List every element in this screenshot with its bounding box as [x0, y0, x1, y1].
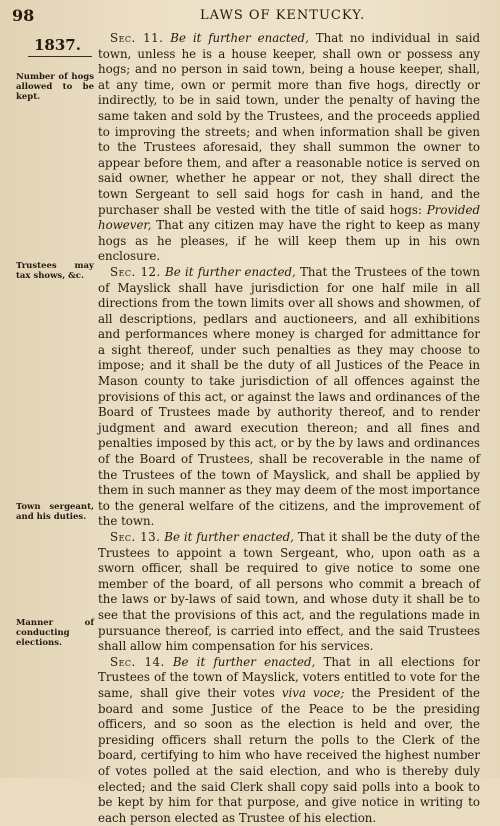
- section-text: the President of the board and some Justice of the Peace to be the presiding officers, and so soon as the election is held and over, the presiding officers shall return the polls to the Clerk of the board, certifying to him who have received the highest number of votes polled at the said election, and who is thereby duly elected; and the said Clerk shall copy said polls into a book to be kept by him for that purpose, and give notice in writing to each person elected as Trustee of his election.: [98, 685, 481, 825]
- section-number: Sec. 13.: [110, 530, 161, 544]
- section-13: [98, 530, 480, 655]
- enacting-clause: Be it further enacted,: [170, 31, 309, 45]
- section-number: Sec. 12.: [110, 264, 161, 279]
- enacting-clause: Be it further enacted,: [172, 654, 316, 669]
- section-text: That no individual in said town, unless he is a house keeper, shall own or possess any hogs; and no person in said town, being a house keeper, shall, at any time, own or permit more than five hogs, directly or indirectly, to be in said town, under the penalty of having the same taken and sold by the Trustees, and the proceeds applied to improving the streets; and when information shall be given to the Trustees aforesaid, they shall summon the owner to appear before them, and after a reasonable notice is served on said owner, whether he appear or not, they shall direct the town Sergeant to sell said hogs for cash in hand, and the purchaser shall be vested with the title of said hogs:: [98, 31, 481, 217]
- section-number: Sec. 14.: [110, 654, 165, 669]
- section-text: That any citizen may have the right to keep as many hogs as he pleases, if he will keep them up in his own enclosure.: [98, 218, 480, 264]
- section-12: [98, 265, 480, 530]
- enacting-clause: Be it further enacted,: [165, 264, 296, 279]
- year-rule: [28, 56, 92, 57]
- margin-note-elections: Manner of conducting elections.: [16, 618, 94, 648]
- margin-note-sergeant: Town sergeant, and his duties.: [16, 502, 94, 522]
- section-number: Sec. 11.: [110, 31, 164, 45]
- running-head: LAWS OF KENTUCKY.: [200, 8, 366, 23]
- section-text: That the Trustees of the town of Mayslick shall have jurisdiction for one half mile in all directions from the town limits over all shows and showmen, of all descriptions, pedlars and auctioneers, and all exhibitions and performances where money is charged for admittance for a sight thereof, under such penalties as they may choose to impose; and it shall be the duty of all Justices of the Peace in Mason county to take jurisdiction of all offences against the provisions of this act, or against the laws and ordinances of the Board of Trustees made by authority thereof, and to render judgment and award execution thereon; and all fines and penalties imposed by this act, or by the by laws and ordinances of the Board of Trustees, shall be recoverable in the name of the Trustees of the town of Mayslick, and shall be applied by them in such manner as they may deem of the most importance to the general welfare of the citizens, and the improvement of the town.: [98, 264, 481, 529]
- body-text: [98, 31, 480, 826]
- year-heading: 1837.: [34, 36, 81, 54]
- proviso-clause: Provided however,: [98, 202, 480, 233]
- page-number: 98: [12, 6, 35, 25]
- margin-note-shows: Trustees may tax shows, &c.: [16, 261, 94, 281]
- section-text: That in all elections for Trustees of the town of Mayslick, voters entitled to vote for the same, shall give their votes: [98, 654, 480, 700]
- enacting-clause: Be it further enacted,: [164, 530, 294, 544]
- margin-note-hogs: Number of hogs allowed to be kept.: [16, 72, 94, 102]
- section-11: [98, 31, 480, 265]
- section-text: That it shall be the duty of the Trustees to appoint a town Sergeant, who, upon oath as a sworn officer, shall be required to give notice to some one member of the board, of all persons who commit a breach of the laws or by-laws of said town, and whose duty it shall be to see that the provisions of this act, and the regulations made in pursuance thereof, is carried into effect, and the said Trustees shall allow him compensation for his services.: [98, 530, 480, 654]
- latin-phrase: viva voce;: [281, 685, 345, 700]
- section-14: [98, 655, 480, 826]
- page-header: [0, 4, 500, 24]
